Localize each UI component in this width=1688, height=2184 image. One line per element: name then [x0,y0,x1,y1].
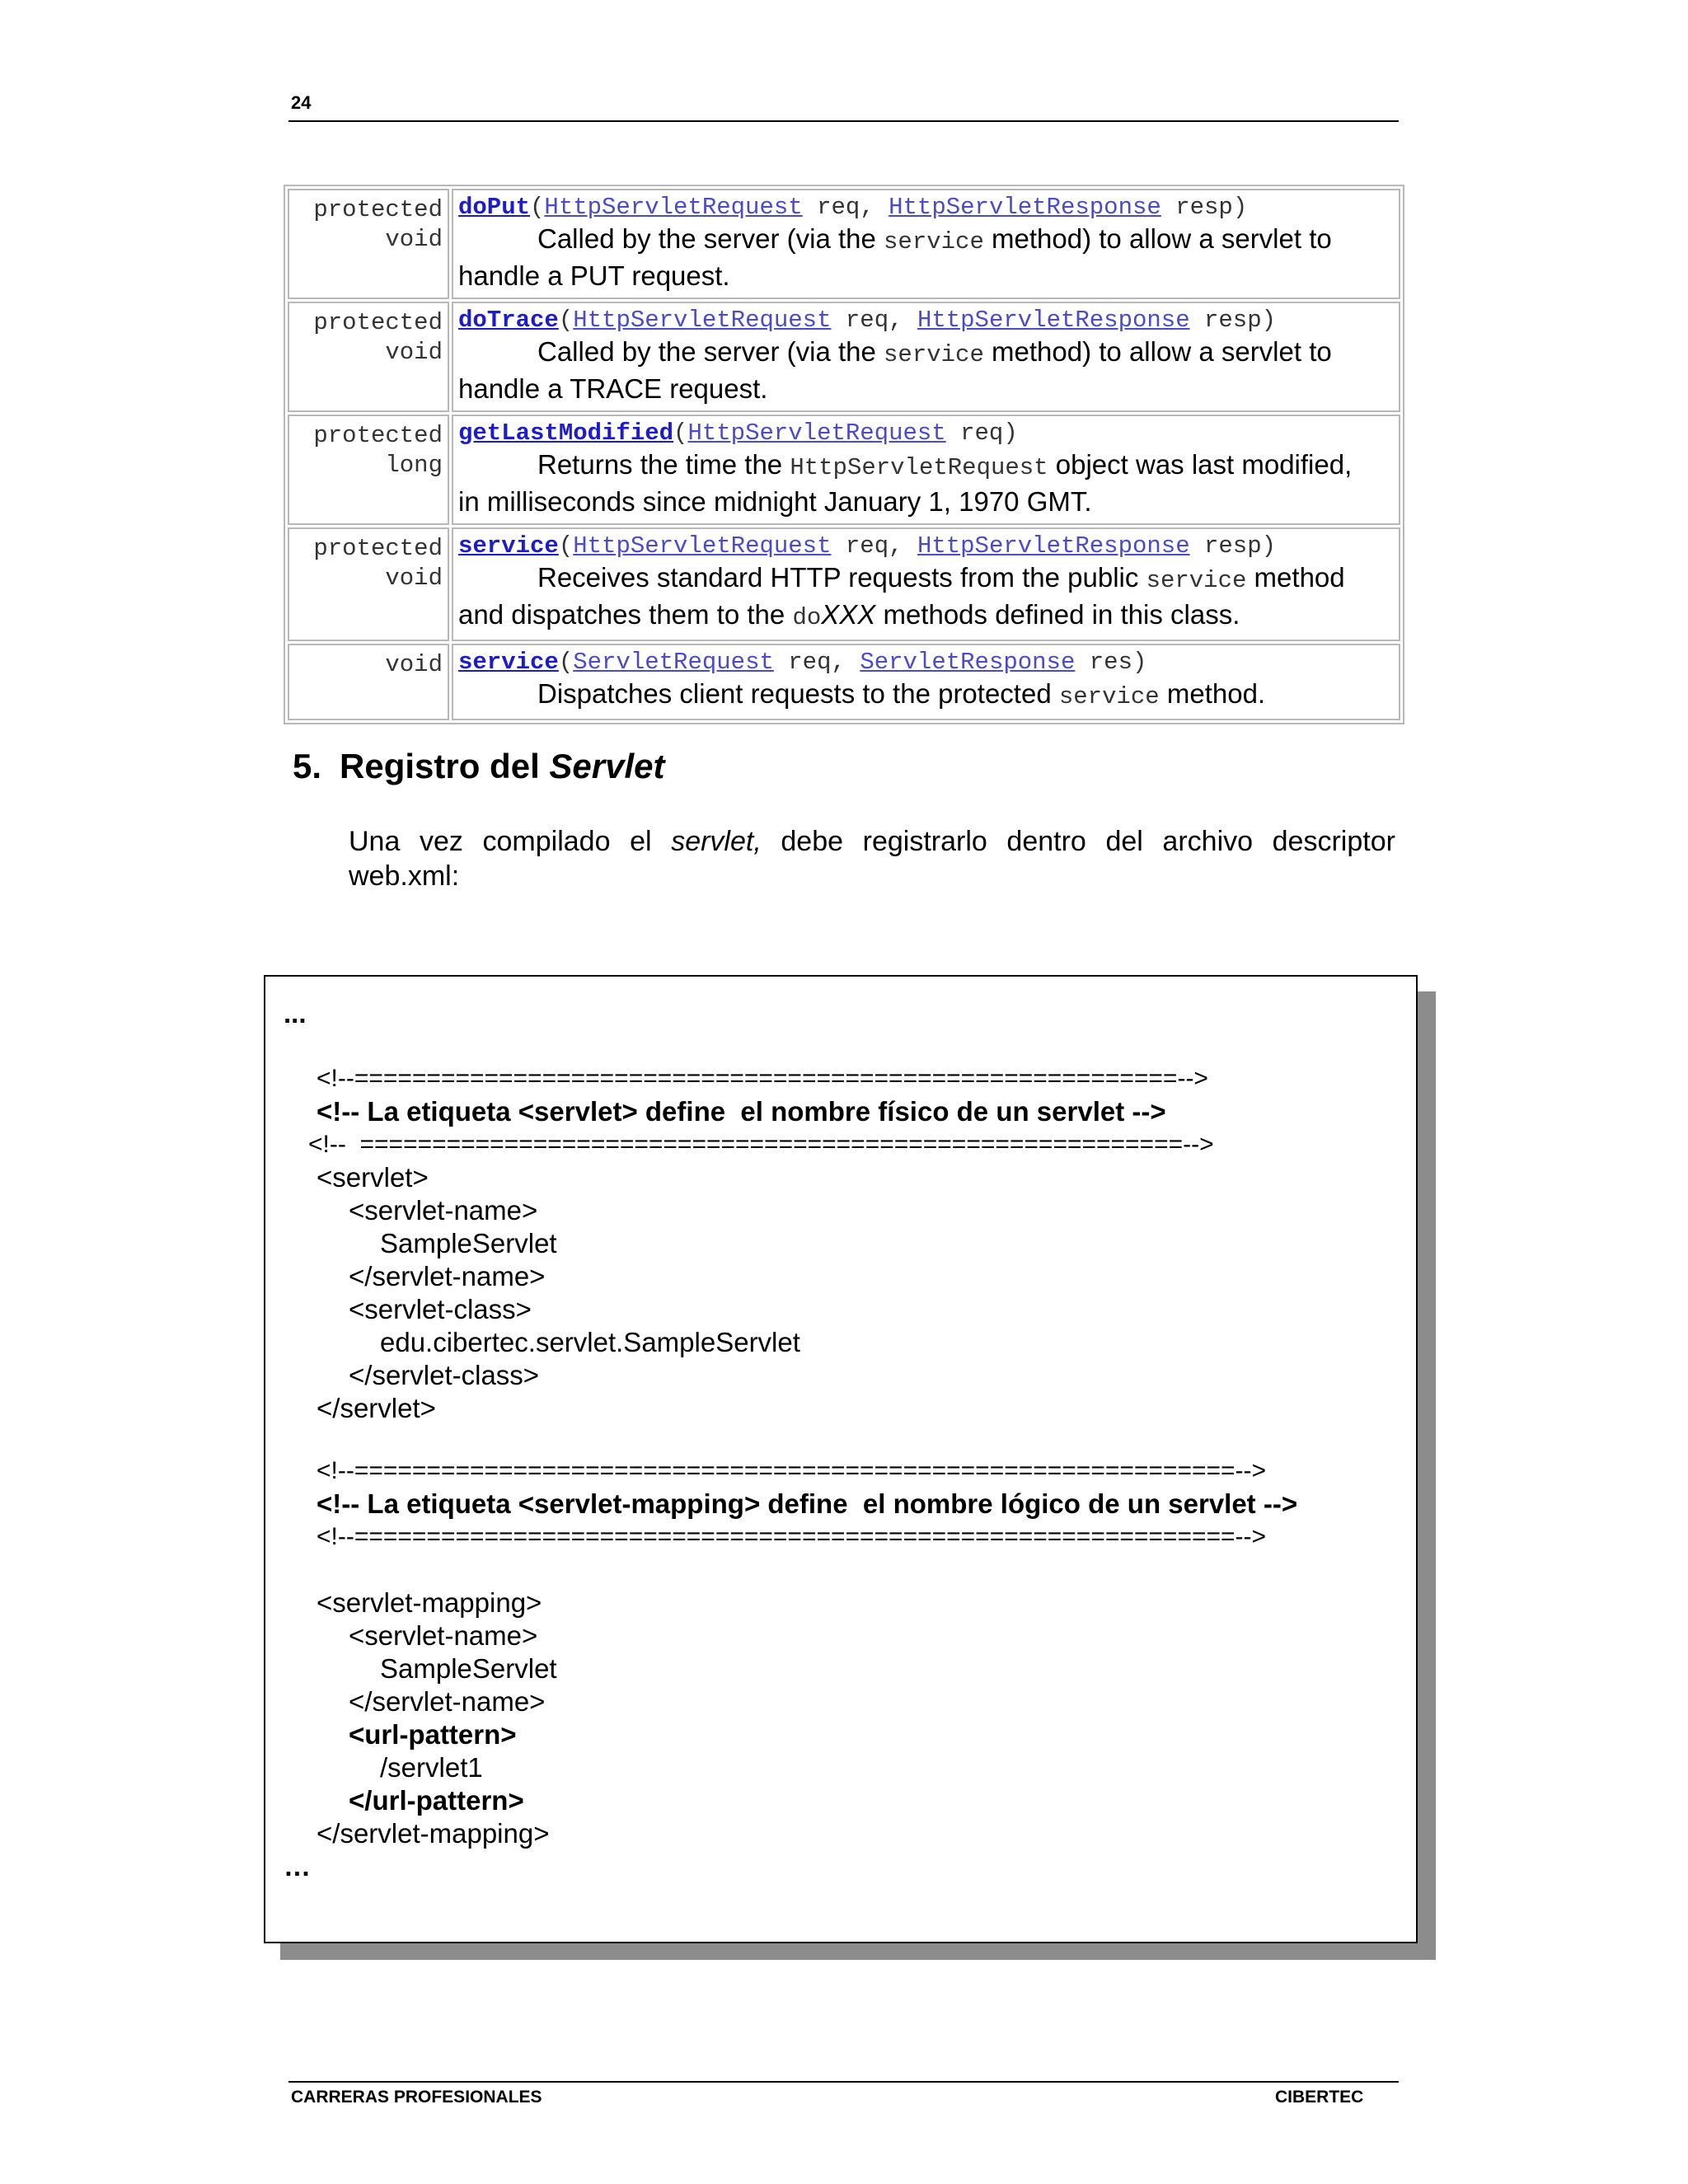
type-link[interactable]: HttpServletRequest [687,419,946,447]
code-line: SampleServlet [380,1228,557,1258]
intro-line: Una vez compilado el servlet, debe registrarlo dentro del archivo descriptor [349,826,1395,857]
method-signature: service(HttpServletRequest req, HttpServletResponse resp) [458,532,1277,560]
type-link[interactable]: HttpServletRequest [544,194,803,221]
method-link-doput[interactable]: doPut [458,194,531,221]
table-row [288,644,1400,720]
method-cell [452,189,1400,299]
return-type-text: void [385,651,443,678]
code-line: <url-pattern> [349,1719,517,1750]
code-line: edu.cibertec.servlet.SampleServlet [380,1327,800,1357]
method-description: Dispatches client requests to the protected service method. [537,678,1266,710]
param-name: resp [1204,307,1262,334]
method-signature: service(ServletRequest req, ServletResponse res) [458,649,1147,676]
method-cell [452,527,1400,641]
table-row [288,302,1400,412]
param-name: resp [1175,194,1233,221]
modifier-text: protected [313,196,443,223]
method-link-getlastmodified[interactable]: getLastModified [458,419,674,447]
type-link[interactable]: ServletResponse [860,649,1076,676]
method-link-dotrace[interactable]: doTrace [458,307,559,334]
code-line: </servlet-name> [349,1261,546,1291]
param-name: req [960,419,1004,447]
return-type-text: void [385,565,443,592]
type-link[interactable]: HttpServletRequest [573,532,832,560]
method-description: Called by the server (via the service method) to allow a servlet to handle a PUT request. [458,223,1332,291]
footer-rule [288,2081,1399,2083]
method-signature: doTrace(HttpServletRequest req, HttpServletResponse resp) [458,307,1277,334]
code-line: </servlet> [316,1393,436,1423]
code-line: </servlet-name> [349,1686,546,1717]
method-cell [452,644,1400,720]
code-ellipsis: … [284,1851,311,1882]
modifier-cell [288,644,449,720]
code-line: <servlet-name> [349,1620,538,1651]
param-name: req [817,194,860,221]
method-link-service-http[interactable]: service [458,532,559,560]
method-description: Receives standard HTTP requests from the public service method and dispatches them to the doXXX methods defined in this class. [458,562,1345,631]
footer-right-text: CIBERTEC [1275,2088,1364,2107]
code-comment: <!--=============================================================--> [316,1457,1267,1484]
modifier-cell [288,189,449,299]
code-comment: <!--=============================================================--> [316,1523,1267,1550]
modifier-cell [288,302,449,412]
code-line: <servlet> [316,1162,429,1193]
intro-line: web.xml: [349,860,460,892]
code-line: </servlet-class> [349,1360,540,1390]
code-line: /servlet1 [380,1752,483,1783]
footer-left-text: CARRERAS PROFESIONALES [291,2088,542,2107]
method-description: Returns the time the HttpServletRequest object was last modified, in milliseconds since midnight January 1, 1970 GMT. [458,449,1353,517]
code-line: SampleServlet [380,1653,557,1684]
type-link[interactable]: ServletRequest [573,649,774,676]
type-link[interactable]: HttpServletResponse [917,532,1190,560]
code-comment: <!-- La etiqueta <servlet> define el nombre físico de un servlet --> [316,1096,1166,1127]
code-line: <servlet-class> [349,1294,532,1324]
code-line: </servlet-mapping> [316,1818,550,1849]
table-row [288,415,1400,525]
section-title: 5. Registro del Servlet [293,747,665,785]
return-type-text: void [385,226,443,253]
type-link[interactable]: HttpServletResponse [889,194,1161,221]
method-cell [452,415,1400,525]
type-link[interactable]: HttpServletResponse [917,307,1190,334]
table-row [288,527,1400,641]
code-line: <servlet-mapping> [316,1587,542,1618]
param-name: req [788,649,832,676]
method-signature: getLastModified(HttpServletRequest req) [458,419,1018,447]
code-comment: <!--=========================================================--> [316,1065,1208,1092]
modifier-text: protected [313,422,443,449]
code-ellipsis: ... [284,998,307,1029]
modifier-cell [288,527,449,641]
table-row [288,189,1400,299]
return-type-text: long [385,452,443,479]
code-line: </url-pattern> [349,1785,524,1816]
xml-code-box [264,975,1418,1943]
return-type-text: void [385,339,443,366]
page-number: 24 [291,92,312,113]
method-signature: doPut(HttpServletRequest req, HttpServletResponse resp) [458,194,1248,221]
header-rule [288,120,1399,122]
method-description: Called by the server (via the service method) to allow a servlet to handle a TRACE request. [458,336,1332,404]
modifier-text: protected [313,309,443,336]
modifier-cell [288,415,449,525]
param-name: res [1089,649,1132,676]
code-line: <servlet-name> [349,1195,538,1226]
param-name: resp [1204,532,1262,560]
modifier-text: protected [313,535,443,562]
method-cell [452,302,1400,412]
intro-paragraph [349,824,1395,893]
method-link-service[interactable]: service [458,649,559,676]
code-comment: <!-- La etiqueta <servlet-mapping> define el nombre lógico de un servlet --> [316,1488,1298,1519]
param-name: req [845,532,889,560]
code-comment: <!-- =========================================================--> [308,1131,1214,1158]
method-summary-table [284,185,1404,724]
type-link[interactable]: HttpServletRequest [573,307,832,334]
param-name: req [845,307,889,334]
